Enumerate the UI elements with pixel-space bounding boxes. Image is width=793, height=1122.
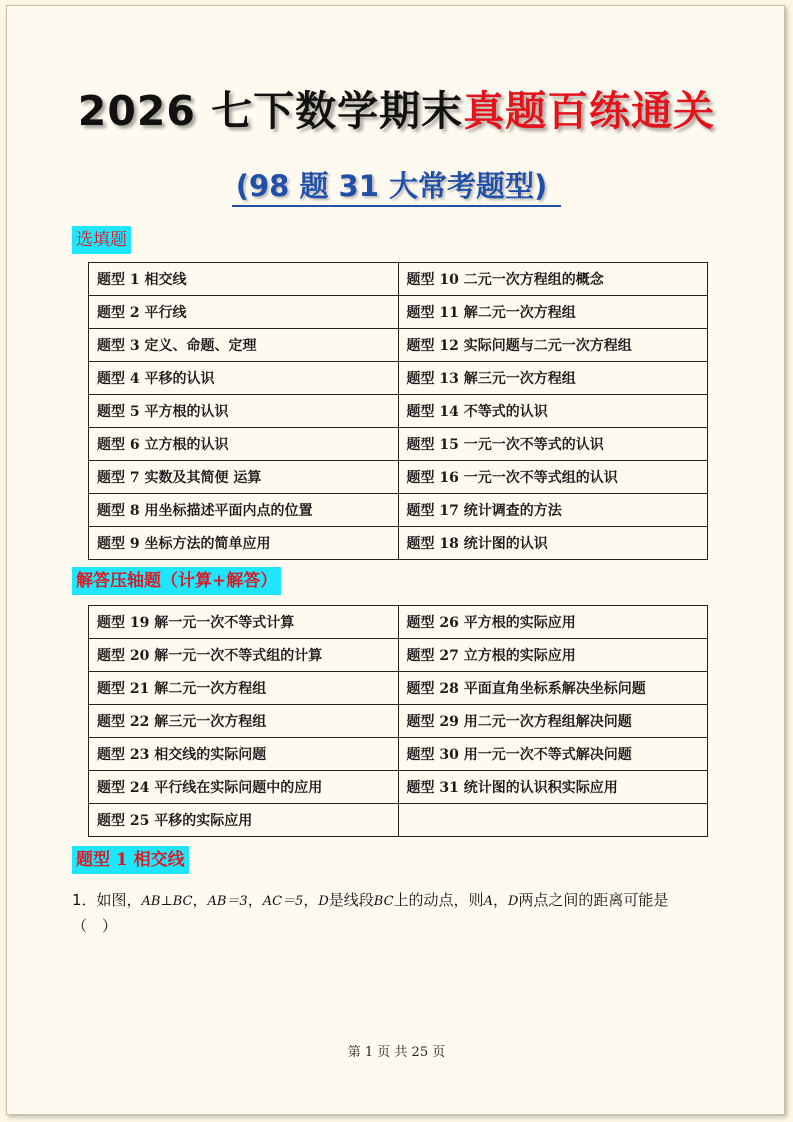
table-row <box>89 771 708 804</box>
topic-cell: 题型 10 二元一次方程组的概念 <box>398 263 708 296</box>
question-sep2: ， <box>247 891 263 909</box>
table-row <box>89 461 708 494</box>
table-row <box>89 804 708 837</box>
main-title-black: 2026 七下数学期末 <box>77 87 464 135</box>
topic-cell: 题型 21 解二元一次方程组 <box>89 672 399 705</box>
topic-cell: 题型 28 平面直角坐标系解决坐标问题 <box>398 672 708 705</box>
main-title-red: 真题百练通关 <box>463 87 716 135</box>
topic-cell: 题型 19 解一元一次不等式计算 <box>89 606 399 639</box>
topic-cell: 题型 18 统计图的认识 <box>398 527 708 560</box>
topic-cell: 题型 17 统计调查的方法 <box>398 494 708 527</box>
sub-title-text: (98 题 31 大常考题型) <box>232 169 562 207</box>
table-row <box>89 705 708 738</box>
topic-cell: 题型 31 统计图的认识积实际应用 <box>398 771 708 804</box>
question-point-d: D <box>318 894 329 909</box>
topic-cell: 题型 22 解三元一次方程组 <box>89 705 399 738</box>
question-sep4: ， <box>492 891 508 909</box>
topic-cell: 题型 2 平行线 <box>89 296 399 329</box>
topic-cell: 题型 12 实际问题与二元一次方程组 <box>398 329 708 362</box>
table-row <box>89 606 708 639</box>
question-prefix: 1．如图， <box>72 891 142 909</box>
topic-cell: 题型 8 用坐标描述平面内点的位置 <box>89 494 399 527</box>
sub-title <box>0 164 793 205</box>
topic-cell: 题型 13 解三元一次方程组 <box>398 362 708 395</box>
section-label-mcq: 选填题 <box>72 226 131 254</box>
question-point-d2: D <box>507 894 519 909</box>
table-row <box>89 527 708 560</box>
question-answer-paren: （ ） <box>72 917 118 935</box>
topic-cell: 题型 15 一元一次不等式的认识 <box>398 428 708 461</box>
table-row <box>89 639 708 672</box>
topic-cell: 题型 4 平移的认识 <box>89 362 399 395</box>
table-row <box>89 362 708 395</box>
topic-cell: 题型 29 用二元一次方程组解决问题 <box>398 705 708 738</box>
topic-cell: 题型 3 定义、命题、定理 <box>89 329 399 362</box>
topic-cell: 题型 16 一元一次不等式组的认识 <box>398 461 708 494</box>
question-1 <box>72 888 732 938</box>
question-seg-bc: BC <box>373 894 394 909</box>
section-label-answer: 解答压轴题（计算+解答） <box>72 567 281 595</box>
table-row <box>89 395 708 428</box>
question-tail: 两点之间的距离可能是 <box>518 891 669 909</box>
question-cond3: AC＝5 <box>262 894 304 909</box>
main-title <box>0 78 793 137</box>
answer-topic-table <box>88 605 708 837</box>
table-row <box>89 329 708 362</box>
question-mid2: 上的动点，则 <box>393 891 484 909</box>
topic-cell: 题型 26 平方根的实际应用 <box>398 606 708 639</box>
topic-cell: 题型 6 立方根的认识 <box>89 428 399 461</box>
topic-cell: 题型 24 平行线在实际问题中的应用 <box>89 771 399 804</box>
table-row <box>89 428 708 461</box>
topic-cell: 题型 14 不等式的认识 <box>398 395 708 428</box>
topic-cell: 题型 9 坐标方法的简单应用 <box>89 527 399 560</box>
table-row <box>89 738 708 771</box>
table-row <box>89 263 708 296</box>
question-cond1: AB⊥BC <box>141 894 193 909</box>
mcq-topic-table <box>88 262 708 560</box>
topic-cell: 题型 7 实数及其简便 运算 <box>89 461 399 494</box>
section-label-topic1: 题型 1 相交线 <box>72 846 189 874</box>
question-cond2: AB＝3 <box>207 894 248 909</box>
question-point-a: A <box>483 894 493 909</box>
page-footer: 第 1 页 共 25 页 <box>347 1045 446 1060</box>
topic-cell: 题型 5 平方根的认识 <box>89 395 399 428</box>
topic-cell: 题型 30 用一元一次不等式解决问题 <box>398 738 708 771</box>
topic-cell: 题型 1 相交线 <box>89 263 399 296</box>
table-row <box>89 672 708 705</box>
topic-cell: 题型 20 解一元一次不等式组的计算 <box>89 639 399 672</box>
topic-cell <box>398 804 708 837</box>
topic-cell: 题型 23 相交线的实际问题 <box>89 738 399 771</box>
topic-cell: 题型 27 立方根的实际应用 <box>398 639 708 672</box>
table-row <box>89 494 708 527</box>
question-sep3: ， <box>303 891 319 909</box>
table-row <box>89 296 708 329</box>
question-mid1: 是线段 <box>328 891 374 909</box>
topic-cell: 题型 25 平移的实际应用 <box>89 804 399 837</box>
topic-cell: 题型 11 解二元一次方程组 <box>398 296 708 329</box>
question-sep1: ， <box>192 891 208 909</box>
